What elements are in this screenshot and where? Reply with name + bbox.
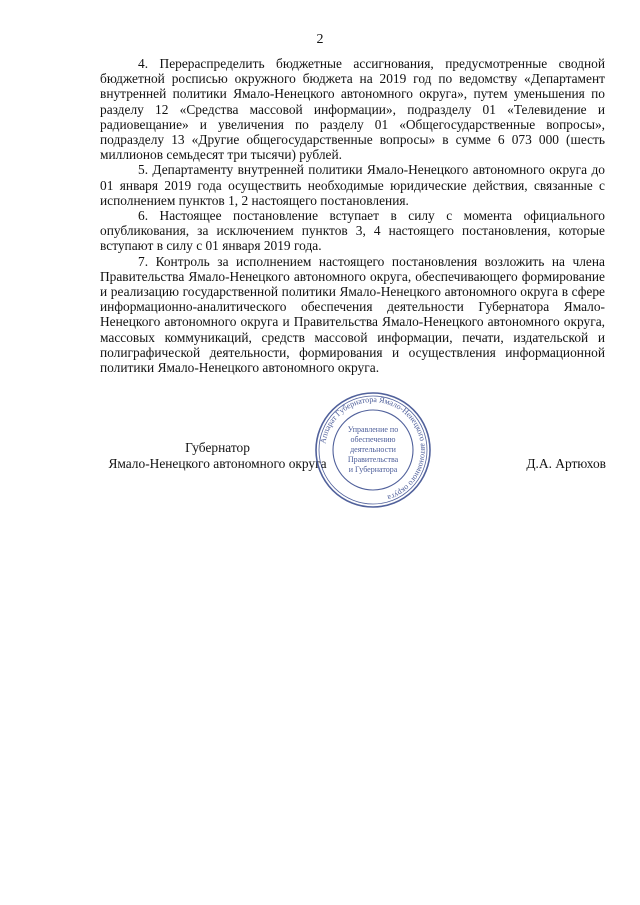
official-seal-stamp bbox=[313, 390, 433, 510]
paragraph-7: 7. Контроль за исполнением настоящего постановления возложить на члена Правительства Ямало-Ненецкого автономного округа, обеспечивающего формирование и реализацию государственной политики Ямало-Ненецкого автономного округа в сфере информационно-аналитического обеспечения деятельности Губернатора Ямало-Ненецкого автономного округа и Правительства Ямало-Ненецкого автономного округа, массовых коммуникаций, средств массовой информации, печати, издательской и полиграфической деятельности, формирования и осуществления информационной политики Ямало-Ненецкого автономного округа. bbox=[100, 253, 605, 376]
seal-outer-text: Аппарат Губернатора Ямало-Ненецкого автономного округа bbox=[318, 394, 429, 503]
document-body bbox=[100, 56, 605, 375]
page-number: 2 bbox=[316, 32, 324, 47]
paragraph-6: 6. Настоящее постановление вступает в силу с момента официального опубликования, за исключением пунктов 3, 4 настоящего постановления, которые вступают в силу с 01 января 2019 года. bbox=[100, 208, 605, 254]
seal-inner-line: и Губернатора bbox=[348, 465, 398, 474]
signatory-title-line1: Губернатор bbox=[185, 440, 250, 455]
paragraph-5: 5. Департаменту внутренней политики Ямало-Ненецкого автономного округа до 01 января 2019 года осуществить необходимые юридические действия, связанные с исполнением пунктов 1, 2 настоящего постановления. bbox=[100, 162, 605, 208]
seal-inner-line: Правительства bbox=[347, 455, 399, 464]
signatory-name: Д.А. Артюхов bbox=[526, 456, 606, 471]
seal-inner-line: деятельности bbox=[350, 445, 396, 454]
paragraph-4: 4. Перераспределить бюджетные ассигнования, предусмотренные сводной бюджетной росписью окружного бюджета на 2019 год по ведомству «Департамент внутренней политики Ямало-Ненецкого автономного округа», путем уменьшения по разделу 12 «Средства массовой информации», подразделу 01 «Телевидение и радиовещание» и увеличения по разделу 01 «Общегосударственные вопросы», подразделу 13 «Другие общегосударственные вопросы» в сумме 6 073 000 (шесть миллионов семьдесят три тысячи) рублей. bbox=[100, 56, 605, 163]
signatory-title bbox=[100, 440, 335, 472]
signature-block bbox=[0, 394, 640, 510]
seal-inner-line: Управление по bbox=[347, 425, 399, 434]
seal-inner-line: обеспечению bbox=[350, 435, 396, 444]
signatory-title-line2: Ямало-Ненецкого автономного округа bbox=[108, 456, 327, 471]
